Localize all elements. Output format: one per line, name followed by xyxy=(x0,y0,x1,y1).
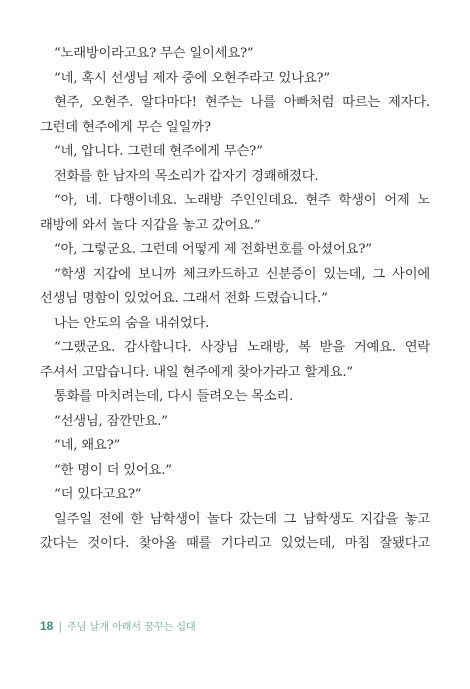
text-line: “네, 혹시 선생님 제자 중에 오현주라고 있나요?” xyxy=(54,70,330,86)
text-line: “네, 왜요?” xyxy=(54,438,121,453)
text-line: 주셔서 고맙습니다. 내일 현주에게 찾아가라고 할게요.” xyxy=(40,364,353,380)
text-line: “네, 압니다. 그런데 현주에게 무슨?” xyxy=(54,144,263,159)
text-line: “노래방이라고요? 무슨 일이세요?” xyxy=(54,46,254,61)
text-line: “더 있다고요?” xyxy=(54,487,142,502)
text-line: 전화를 한 남자의 목소리가 갑자기 경쾌해졌다. xyxy=(54,168,319,184)
running-book-title: 주님 날개 아래서 꿈꾸는 십대 xyxy=(67,622,196,633)
text-line: 통화를 마치려는데, 다시 들려오는 목소리. xyxy=(54,389,294,404)
page-footer xyxy=(40,618,196,633)
text-line: “한 명이 더 있어요.” xyxy=(54,462,172,478)
text-line: “아, 그렇군요. 그런데 어떻게 제 전화번호를 아셨어요?” xyxy=(54,242,372,257)
text-line: 갔다는 것이다. 찾아올 때를 기다리고 있었는데, 마침 잘됐다고 xyxy=(40,536,430,551)
text-line: 그런데 현주에게 무슨 일일까? xyxy=(40,119,211,135)
body-text xyxy=(40,42,430,557)
footer-separator: | xyxy=(58,620,63,633)
text-line: “학생 지갑에 보니까 체크카드하고 신분증이 있는데, 그 사이에 xyxy=(54,266,430,282)
text-line: 일주일 전에 한 남학생이 놀다 갔는데 그 남학생도 지갑을 놓고 xyxy=(54,511,430,527)
text-line: “그랬군요. 감사합니다. 사장님 노래방, 복 받을 거예요. 연락 xyxy=(54,340,430,355)
text-line: “선생님, 잠깐만요.” xyxy=(54,413,168,429)
text-line: 현주, 오현주. 알다마다! 현주는 나를 아빠처럼 따르는 제자다. xyxy=(54,95,430,110)
text-line: 선생님 명함이 있었어요. 그래서 전화 드렸습니다.” xyxy=(40,291,328,306)
text-line: 나는 안도의 숨을 내쉬었다. xyxy=(54,315,210,331)
page-number: 18 xyxy=(40,619,54,633)
text-line: “아, 네. 다행이네요. 노래방 주인인데요. 현주 학생이 어제 노 xyxy=(54,193,430,208)
text-line: 래방에 와서 놀다 지갑을 놓고 갔어요.” xyxy=(40,217,261,233)
